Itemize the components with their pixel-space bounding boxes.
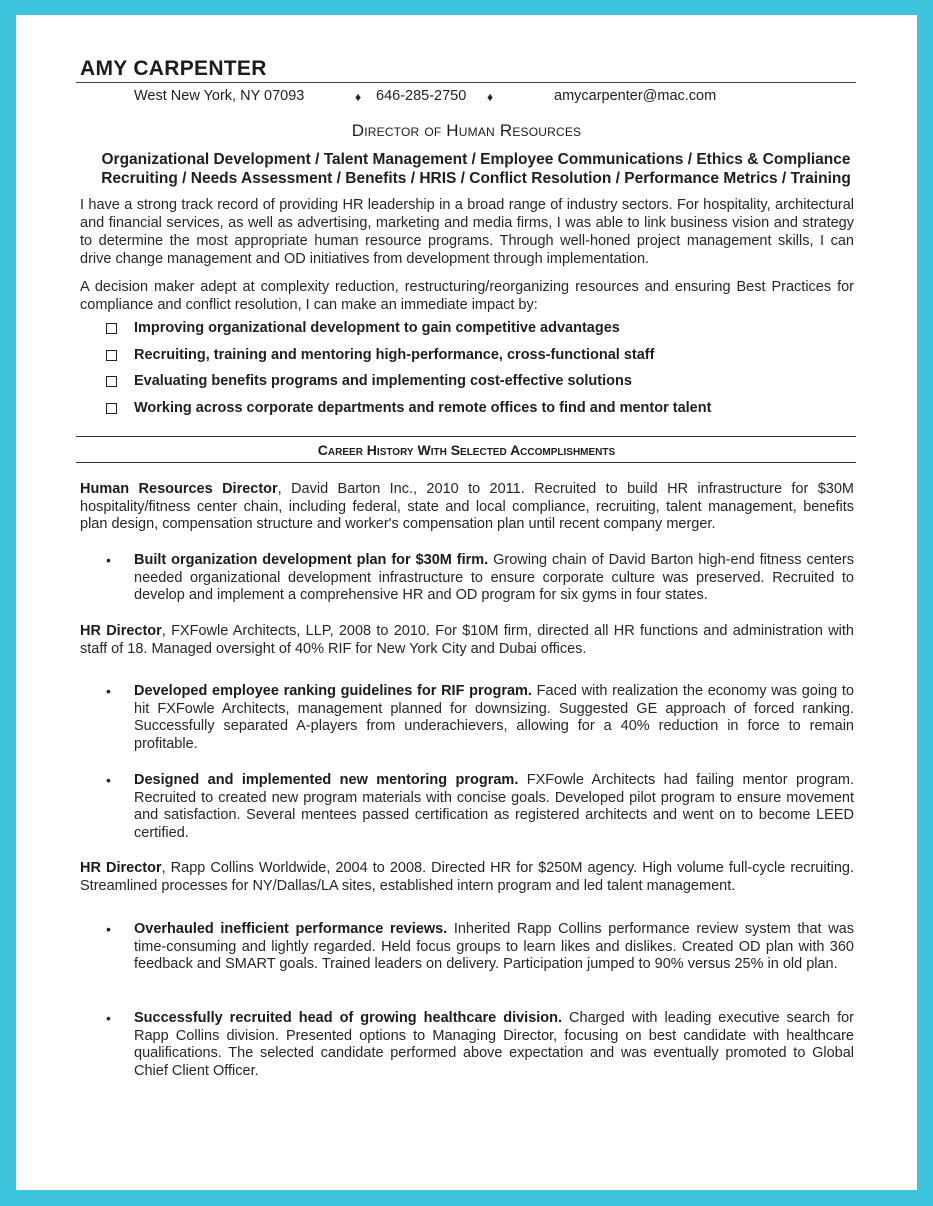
summary-paragraph: A decision maker adept at complexity reduction, restructuring/reorganizing resources and ensuring Best Practices for compliance and conflict resolution, I can make an immediate impact by: <box>80 279 854 313</box>
job-role: Human Resources Director <box>80 481 278 497</box>
contact-email[interactable]: amycarpenter@mac.com <box>554 88 717 104</box>
resume-page <box>16 15 917 1190</box>
accomplishment <box>134 683 854 753</box>
list-item <box>106 347 711 374</box>
checkbox-bullet-icon <box>106 403 117 414</box>
job-title-heading: Director of Human Resources <box>351 121 582 140</box>
bullet-icon: • <box>106 1010 111 1026</box>
bullet-icon: • <box>106 921 111 937</box>
candidate-name: AMY CARPENTER <box>80 57 267 80</box>
job-description: , Rapp Collins Worldwide, 2004 to 2008. Directed HR for $250M agency. High volume full-cycle recruiting. Streamlined processes for NY/Dallas/LA sites, established intern program and led talent management. <box>80 860 854 894</box>
accomplishment-text: Charged with leading executive search for Rapp Collins division. Presented options to Managing Director, focusing on best candidate with healthcare qualifications. The selected candidate performed above expectation and was eventually promoted to Global Chief Client Officer. <box>134 1010 854 1079</box>
diamond-separator-icon: ♦ <box>487 90 494 104</box>
bullet-icon: • <box>106 683 111 699</box>
accomplishment <box>134 552 854 605</box>
job-entry <box>80 623 854 658</box>
bullet-icon: • <box>106 772 111 788</box>
impact-list <box>106 320 711 426</box>
impact-text: Working across corporate departments and remote offices to find and mentor talent <box>134 399 712 416</box>
job-entry <box>80 860 854 895</box>
impact-text: Evaluating benefits programs and implementing cost-effective solutions <box>134 373 632 389</box>
impact-text: Improving organizational development to gain competitive advantages <box>134 320 620 336</box>
accomplishment-lead: Developed employee ranking guidelines for RIF program. <box>134 683 532 699</box>
checkbox-bullet-icon <box>106 376 117 387</box>
accomplishment-text: Inherited Rapp Collins performance review system that was time-consuming and lightly regarded. Held focus groups to learn likes and dislikes. Created OD plan with 360 feedback and SMART goals. Trained leaders on delivery. Participation jumped to 90% versus 25% in old plan. <box>134 921 854 972</box>
impact-text: Recruiting, training and mentoring high-performance, cross-functional staff <box>134 346 655 363</box>
specialties-line: Recruiting / Needs Assessment / Benefits / HRIS / Conflict Resolution / Performance Metrics / Training <box>101 169 851 187</box>
accomplishment <box>134 921 854 974</box>
bullet-icon: • <box>106 552 111 568</box>
diamond-separator-icon: ♦ <box>355 90 362 104</box>
job-role: HR Director <box>80 860 162 876</box>
job-entry <box>80 481 854 534</box>
header-divider <box>76 82 856 83</box>
accomplishment-lead: Built organization development plan for $30M firm. <box>134 552 489 568</box>
specialties-line: Organizational Development / Talent Management / Employee Communications / Ethics & Compliance <box>101 151 851 168</box>
list-item <box>106 373 711 400</box>
accomplishment-lead: Successfully recruited head of growing healthcare division. <box>134 1010 563 1026</box>
checkbox-bullet-icon <box>106 350 117 361</box>
contact-phone: 646-285-2750 <box>376 88 467 104</box>
section-divider <box>76 462 856 463</box>
job-description: , David Barton Inc., 2010 to 2011. Recruited to build HR infrastructure for $30M hospitality/fitness center chain, including federal, state and local compliance, recruiting, talent management, benefits plan design, compensation structure and worker's compensation plan until recent company merger. <box>80 481 855 532</box>
accomplishment-text: FXFowle Architects had failing mentor program. Recruited to created new program materials with concise goals. Developed pilot program to ensure movement and satisfaction. Several mentees passed certification as registered architects and went on to become LEED certified. <box>134 772 854 841</box>
section-heading: Career History With Selected Accomplishments <box>317 442 616 458</box>
contact-address: West New York, NY 07093 <box>134 88 305 104</box>
checkbox-bullet-icon <box>106 323 117 334</box>
accomplishment-lead: Designed and implemented new mentoring program. <box>134 772 519 788</box>
accomplishment <box>134 1010 854 1080</box>
accomplishment <box>134 772 854 842</box>
job-role: HR Director <box>80 623 162 639</box>
summary-paragraph: I have a strong track record of providing HR leadership in a broad range of industry sectors. For hospitality, architectural and financial services, as well as advertising, marketing and media firms, I was able to link business vision and strategy to determine the most appropriate human resource programs. Through well-honed project management skills, I can drive change management and OD initiatives from development through implementation. <box>80 197 854 267</box>
accomplishment-text: Growing chain of David Barton high-end fitness centers needed organizational development infrastructure to ensure corporate culture was preserved. Recruited to develop and implement a comprehensive HR and OD program for six gyms in four states. <box>134 552 854 603</box>
specialties-block <box>56 151 896 188</box>
list-item <box>106 400 711 427</box>
accomplishment-text: Faced with realization the economy was going to hit FXFowle Architects, management planned for downsizing. Suggested GE approach of forced ranking. Successfully separated A-players from underachievers, allowing for a 40% reduction in force to remain profitable. <box>134 683 855 752</box>
job-description: , FXFowle Architects, LLP, 2008 to 2010. For $10M firm, directed all HR functions and administration with staff of 18. Managed oversight of 40% RIF for New York City and Dubai offices. <box>80 623 854 657</box>
accomplishment-lead: Overhauled inefficient performance reviews. <box>134 921 448 937</box>
list-item <box>106 320 711 347</box>
section-divider <box>76 436 856 437</box>
